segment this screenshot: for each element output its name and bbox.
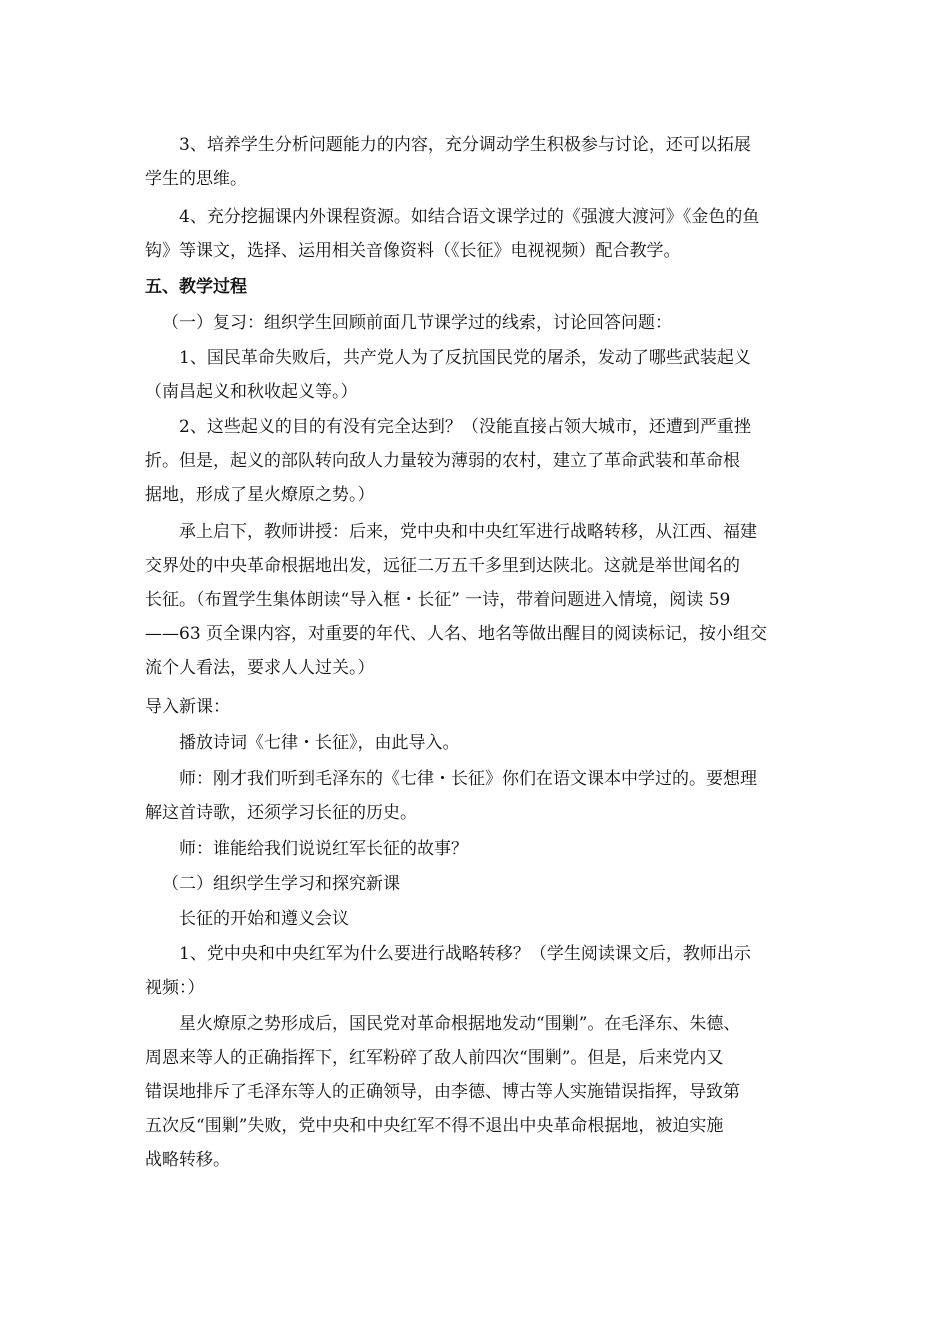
paragraph-new-lesson [145,867,810,901]
text-line: （一）复习：组织学生回顾前面几节课学过的线索，讨论回答问题： [162,313,672,333]
text-line: 师：刚才我们听到毛泽东的《七律・长征》你们在语文课本中学过的。要想理 [179,769,757,789]
text-line: 4、充分挖掘课内外课程资源。如结合语文课学过的《强渡大渡河》《金色的鱼 [179,207,760,227]
text-line: 承上启下，教师讲授：后来，党中央和中央红军进行战略转移，从江西、福建 [179,522,757,542]
text-line: 师：谁能给我们说说红军长征的故事？ [179,839,468,859]
text-line: 1、党中央和中央红军为什么要进行战略转移？（学生阅读课文后，教师出示 [179,944,751,964]
text-line: 1、国民革命失败后，共产党人为了反抗国民党的屠杀，发动了哪些武装起义 [179,348,751,368]
paragraph-skill-analysis [145,128,810,196]
text-line: 钩》等课文，选择、运用相关音像资料（《长征》电视视频）配合教学。 [145,241,681,261]
text-line: （二）组织学生学习和探究新课 [162,874,400,894]
text-line: 播放诗词《七律・长征》，由此导入。 [179,733,460,753]
text-line: 交界处的中央革命根据地出发，远征二万五千多里到达陕北。这就是举世闻名的 [145,556,740,576]
paragraph-resources [145,200,810,268]
paragraph-question-1 [145,341,810,409]
text-line: 星火燎原之势形成后，国民党对革命根据地发动“围剿”。在毛泽东、朱德、 [179,1014,741,1034]
text-line: （南昌起义和秋收起义等。） [145,382,358,402]
text-line: 战略转移。 [145,1150,230,1170]
paragraph-history [145,1007,810,1177]
text-line: 导入新课： [145,697,230,717]
paragraph-teacher-1 [145,762,810,830]
paragraph-question-2 [145,410,810,512]
paragraph-subtopic [145,902,810,936]
text-line: 长征。（布置学生集体朗读“导入框・长征” 一诗，带着问题进入情境，阅读 59 [145,590,731,610]
text-line: 据地，形成了星火燎原之势。） [145,485,375,505]
text-line: ——63 页全课内容，对重要的年代、人名、地名等做出醒目的阅读标记，按小组交 [145,624,768,644]
section-heading [145,270,810,304]
text-line: 折。但是，起义的部队转向敌人力量较为薄弱的农村，建立了革命武装和革命根 [145,451,740,471]
paragraph-play-poem [145,726,810,760]
text-line: 错误地排斥了毛泽东等人的正确领导，由李德、博古等人实施错误指挥，导致第 [145,1082,740,1102]
paragraph-transition [145,515,810,685]
text-line: 视频：） [145,978,205,998]
text-line: 学生的思维。 [145,169,247,189]
paragraph-teacher-2 [145,832,810,866]
text-line: 长征的开始和遵义会议 [179,909,349,929]
heading-text: 五、教学过程 [145,277,247,297]
text-line: 2、这些起义的目的有没有完全达到？（没能直接占领大城市，还遭到严重挫 [179,417,751,437]
text-line: 解这首诗歌，还须学习长征的历史。 [145,803,417,823]
text-line: 流个人看法，要求人人过关。） [145,658,375,678]
text-line: 五次反“围剿”失败，党中央和中央红军不得不退出中央革命根据地，被迫实施 [145,1116,724,1136]
text-line: 3、培养学生分析问题能力的内容，充分调动学生积极参与讨论，还可以拓展 [179,135,751,155]
paragraph-review [162,306,827,340]
paragraph-question-3 [145,937,810,1005]
paragraph-intro-label [145,690,810,724]
text-line: 周恩来等人的正确指挥下，红军粉碎了敌人前四次“围剿”。但是，后来党内又 [145,1048,724,1068]
